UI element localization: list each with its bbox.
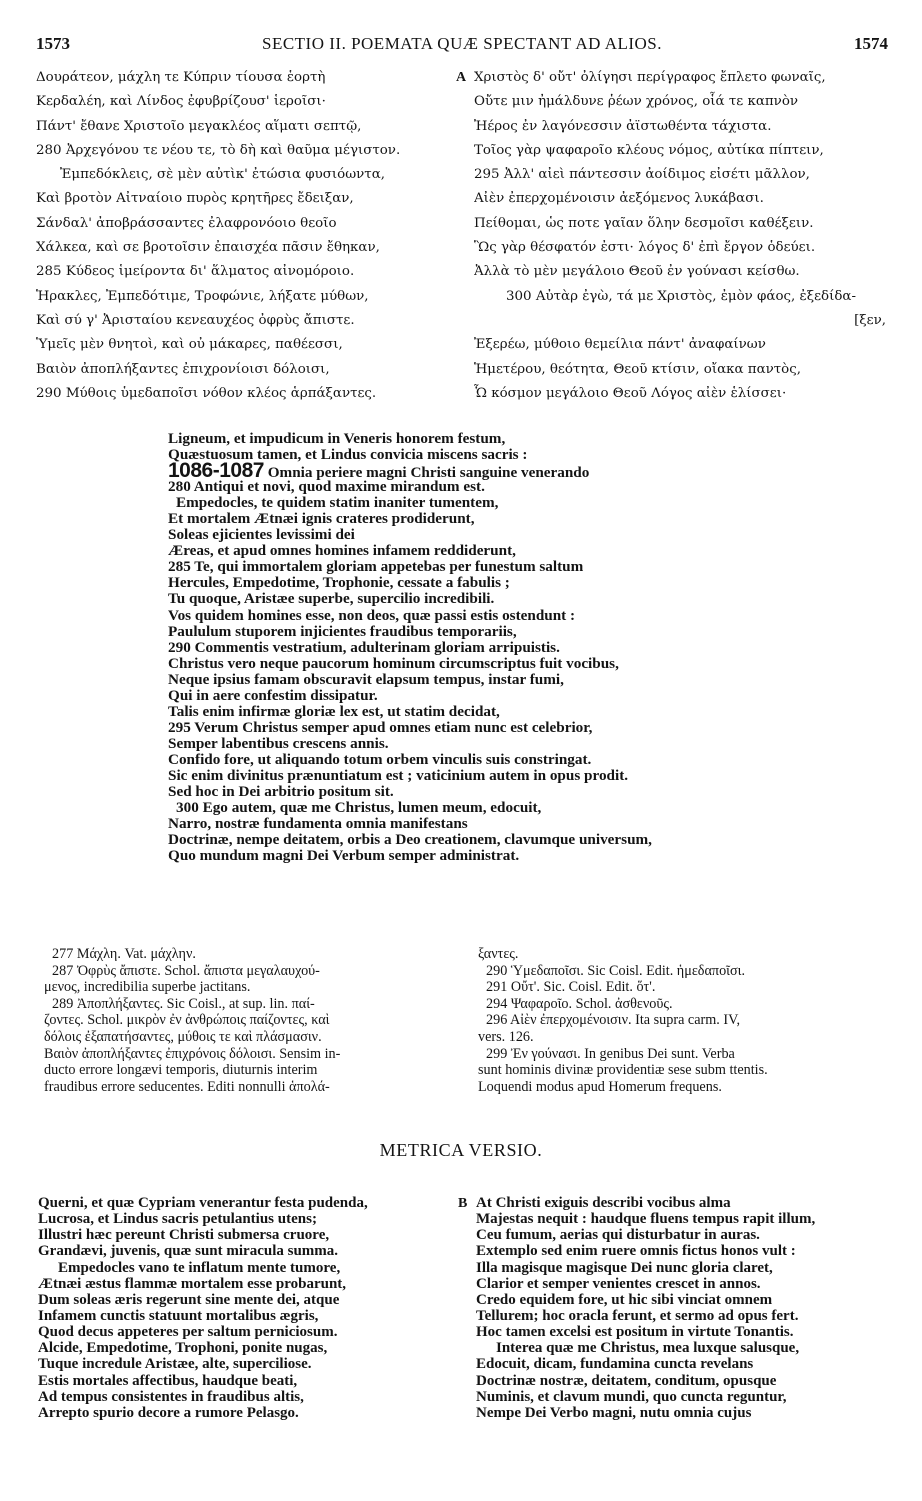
greek-line: Ὧ κόσμον μεγάλοιο Θεοῦ Λόγος αἰὲν ἑλίσσει· xyxy=(474,385,787,401)
greek-line: Ὣς γὰρ θέσφατόν ἐστι· λόγος δ' ἐπὶ ἔργον ὁδεύει. xyxy=(474,240,816,256)
page-number-right: 1574 xyxy=(854,34,888,53)
greek-line: Χάλκεα, καὶ σε βροτοῖσιν ἐπαισχέα πᾶσιν ἔθηκαν, xyxy=(36,240,380,256)
greek-line: Κερδαλέη, καὶ Λίνδος ἐφυβρίζουσ' ἱεροῖσι· xyxy=(36,94,326,110)
latin-line: Christus vero neque paucorum hominum circumscriptus fuit vocibus, xyxy=(168,654,619,672)
latin-line: Æreas, et apud omnes homines infamem reddiderunt, xyxy=(168,542,516,560)
latin-line: 285 Te, qui immortalem gloriam appetebas per funestum saltum xyxy=(168,558,584,576)
verse-line: Hoc tamen excelsi est positum in virtute Tonantis. xyxy=(476,1324,794,1341)
footnote-line: δόλοις ἐξαπατήσαντες, μύθοις τε καὶ πλάσμασιν. xyxy=(44,1028,322,1045)
greek-line: Δουράτεον, μάχλη τε Κύπριν τίουσα ἑορτὴ xyxy=(36,70,326,85)
footnote-line: 296 Αἰὲν ἐπερχομένοισιν. Ita supra carm. IV, xyxy=(486,1012,741,1029)
greek-text-right xyxy=(474,66,890,406)
verse-line: Estis mortales affectibus, haudque beati, xyxy=(38,1372,298,1389)
greek-line: Βαιὸν ἀποπλήξαντες ἐπιχρονίοισι δόλοισι, xyxy=(36,361,330,377)
verse-line: Infamem cunctis statuunt mortalibus ægris, xyxy=(38,1307,319,1324)
metrical-version-left xyxy=(38,1195,458,1421)
greek-line: Καὶ σύ γ' Ἀρισταίου κενεαυχέος ὀφρὺς ἄπιστε. xyxy=(36,312,355,328)
latin-line: Et mortalem Ætnæi ignis crateres prodiderunt, xyxy=(168,510,475,528)
latin-line: Doctrinæ, nempe deitatem, orbis a Deo creationem, clavumque universum, xyxy=(168,831,652,849)
verse-line: Quod decus appeteres per saltum perniciosum. xyxy=(38,1324,338,1341)
footnotes-left xyxy=(44,946,464,1095)
verse-line: Illa magisque magisque Dei nunc gloria claret, xyxy=(476,1259,773,1276)
footnotes-right xyxy=(478,946,890,1095)
verse-line: Empedocles vano te inflatum mente tumore, xyxy=(58,1259,341,1276)
greek-line: Σάνδαλ' ἀποβράσσαντες ἐλαφρονόοιο θεοῖο xyxy=(36,215,337,231)
greek-line: Καὶ βροτὸν Αἰτναίοιο πυρὸς κρητῆρες ἔδειξαν, xyxy=(36,191,354,207)
verse-line: Interea quæ me Christus, mea luxque salusque, xyxy=(496,1340,800,1357)
latin-line: Hercules, Empedotime, Trophonie, cessate a fabulis ; xyxy=(168,574,510,592)
latin-line: Soleas ejicientes levissimi dei xyxy=(168,526,355,544)
section-title: METRICA VERSIO. xyxy=(379,1140,543,1160)
greek-line: Χριστὸς δ' οὔτ' ὀλίγησι περίγραφος ἔπλετο φωναῖς, xyxy=(474,70,826,85)
latin-line xyxy=(168,459,818,483)
latin-line: Semper labentibus crescens annis. xyxy=(168,734,389,752)
footnote-line: ducto errore longævi temporis, diuturnis interim xyxy=(44,1062,318,1079)
footnote-line: 294 Ψαφαροῖο. Schol. ἀσθενοῦς. xyxy=(486,995,673,1012)
verse-line: Dum soleas æris regerunt sine mente dei, atque xyxy=(38,1291,340,1308)
footnote-line: 290 Ὑμεδαποῖσι. Sic Coisl. Edit. ἡμεδαποῖσι. xyxy=(486,962,745,979)
greek-line: 280 Ἀρχεγόνου τε νέου τε, τὸ δὴ καὶ θαῦμα μέγιστον. xyxy=(36,142,401,158)
verse-line: Illustri hæc pereunt Christi submersa cruore, xyxy=(38,1227,330,1244)
footnote-line: ζοντες. Schol. μικρὸν ἐν ἀνθρώποις παίζοντες, καὶ xyxy=(44,1012,330,1029)
latin-line: 290 Commentis vestratium, adulterinam gloriam arripuistis. xyxy=(168,638,560,656)
latin-line: Sed hoc in Dei arbitrio positum sit. xyxy=(168,783,394,801)
verse-line: Doctrinæ nostræ, deitatem, conditum, opusque xyxy=(476,1372,777,1389)
footnote-line: 289 Ἀποπλήξαντες. Sic Coisl., at sup. lin. παί- xyxy=(52,995,315,1012)
greek-line-continuation: [ξεν, xyxy=(854,312,886,328)
margin-letter-a: A xyxy=(456,70,467,85)
latin-line: Confido fore, ut aliquando totum orbem vinculis suis constringat. xyxy=(168,750,592,768)
verse-line: Lucrosa, et Lindus sacris petulantius utens; xyxy=(38,1211,317,1228)
verse-line: Clarior et semper venientes crescet in annos. xyxy=(476,1275,761,1292)
verse-line: At Christi exiguis describi vocibus alma xyxy=(476,1195,731,1211)
page-number-left: 1573 xyxy=(36,34,70,53)
metrical-version-right xyxy=(476,1195,894,1421)
verse-line: Grandævi, juvenis, quæ sunt miracula summa. xyxy=(38,1243,339,1260)
footnote-line: 287 Ὀφρὺς ἄπιστε. Schol. ἄπιστα μεγαλαυχού- xyxy=(52,962,320,979)
greek-line: Πάντ' ἔθανε Χριστοῖο μεγακλέος αἵματι σεπτῷ, xyxy=(36,118,362,134)
footnote-line: vers. 126. xyxy=(478,1028,534,1045)
verse-line: Nempe Dei Verbo magni, nutu omnia cujus xyxy=(476,1404,752,1421)
verse-line: Credo equidem fore, ut hic sibi vinciat omnem xyxy=(476,1291,773,1308)
verse-line: Ætnæi æstus flammæ mortalem esse probarunt, xyxy=(38,1275,347,1292)
latin-line: Quæstuosum tamen, et Lindus convicia miscens sacris : xyxy=(168,446,528,464)
verse-line: Edocuit, dicam, fundamina cuncta revelans xyxy=(476,1356,754,1373)
greek-line: Ἐμπεδόκλεις, σὲ μὲν αὐτὶκ' ἐτώσια φυσιόωντα, xyxy=(60,167,385,183)
margin-letter-b: B xyxy=(458,1196,468,1211)
latin-line: Sic enim divinitus prænuntiatum est ; vaticinium autem in opus prodit. xyxy=(168,766,629,784)
latin-line: Ligneum, et impudicum in Veneris honorem festum, xyxy=(168,430,506,447)
greek-line: 290 Μύθοις ὑμεδαποῖσι νόθον κλέος ἁρπάξαντες. xyxy=(36,385,377,401)
latin-line: Paululum stuporem injicientes fraudibus temporariis, xyxy=(168,622,517,640)
running-title: SECTIO II. POEMATA QUÆ SPECTANT AD ALIOS. xyxy=(262,34,662,53)
page-header xyxy=(36,34,888,60)
greek-line: 285 Κύδεος ἱμείροντα δι' ἅλματος αἰνομόροιο. xyxy=(36,264,355,280)
verse-line: Extemplo sed enim ruere omnis fictus honos vult : xyxy=(476,1243,796,1260)
latin-line: Quo mundum magni Dei Verbum semper administrat. xyxy=(168,847,520,865)
footnote-line: 299 Ἐν γούνασι. In genibus Dei sunt. Verba xyxy=(486,1045,735,1062)
footnote-line: 277 Μάχλη. Vat. μάχλην. xyxy=(52,946,196,962)
greek-line: Ἡμετέρου, θεότητα, Θεοῦ κτίσιν, οἴακα παντὸς, xyxy=(474,361,801,377)
greek-line: Ἡρακλες, Ἐμπεδότιμε, Τροφώνιε, λήξατε μύθων, xyxy=(36,288,369,304)
latin-line: Vos quidem homines esse, non deos, quæ passi estis ostendunt : xyxy=(168,606,576,624)
verse-line: Ceu fumum, aerias qui disturbatur in auras. xyxy=(476,1227,760,1244)
greek-line: 295 Ἀλλ' αἰεὶ πάντεσσιν ἀοίδιμος εἰσέτι μᾶλλον, xyxy=(474,167,810,183)
verse-line: Ad tempus consistentes in fraudibus altis, xyxy=(38,1388,304,1405)
greek-line: Ἀλλὰ τὸ μὲν μεγάλοιο Θεοῦ ἐν γούνασι κείσθω. xyxy=(474,264,800,280)
greek-line: Αἰὲν ἐπερχομένοισιν ἀεξόμενος λυκάβασι. xyxy=(474,191,764,207)
greek-line: Πείθομαι, ὡς ποτε γαῖαν ὅλην δεσμοῖσι καθέξειν. xyxy=(474,215,814,231)
latin-translation xyxy=(168,431,818,864)
greek-line: Οὔτε μιν ἠμάλδυνε ῥέων χρόνος, οἷά τε καπνὸν xyxy=(474,94,799,110)
verse-line: Alcide, Empedotime, Trophoni, ponite nugas, xyxy=(38,1340,328,1357)
latin-line: 295 Verum Christus semper apud omnes etiam nunc est celebrior, xyxy=(168,718,593,736)
verse-line: Tellurem; hoc oracla ferunt, et sermo ad opus fert. xyxy=(476,1307,799,1324)
footnote-line: 291 Οὔτ'. Sic. Coisl. Edit. ὅτ'. xyxy=(486,979,656,996)
verse-line: Majestas nequit : haudque fluens tempus rapit illum, xyxy=(476,1211,816,1228)
greek-line: Ἠέρος ἐν λαγόνεσσιν ἀϊστωθέντα τάχιστα. xyxy=(474,118,772,134)
verse-line: Arrepto spurio decore a rumore Pelasgo. xyxy=(38,1404,299,1421)
latin-line: Talis enim infirmæ gloriæ lex est, ut statim decidat, xyxy=(168,702,500,720)
verse-line: Querni, et quæ Cypriam venerantur festa pudenda, xyxy=(38,1195,368,1211)
footnote-line: Βαιὸν ἀποπλήξαντες ἐπιχρόνοις δόλοισι. Sensim in- xyxy=(44,1045,341,1062)
verse-line: Numinis, et clavum mundi, quo cuncta reguntur, xyxy=(476,1388,787,1405)
latin-line-text: Omnia periere magni Christi sanguine venerando xyxy=(267,464,590,482)
greek-line: Τοῖος γὰρ ψαφαροῖο κλέους νόμος, αὐτίκα πίπτειν, xyxy=(474,142,824,158)
footnote-line: fraudibus errore seducentes. Editi nonnulli ἁπολά- xyxy=(44,1078,330,1095)
latin-line: Empedocles, te quidem statim inaniter tumentem, xyxy=(176,494,499,512)
verse-line: Tuque incredule Aristæe, alte, superciliose. xyxy=(38,1356,312,1373)
latin-line: Neque ipsius famam obscuravit elapsum tempus, instar fumi, xyxy=(168,670,564,688)
footnote-line: ξαντες. xyxy=(478,946,519,962)
greek-line: Ὑμεῖς μὲν θνητοὶ, καὶ οὐ μάκαρες, παθέεσσι, xyxy=(36,337,343,353)
latin-line: 300 Ego autem, quæ me Christus, lumen meum, edocuit, xyxy=(176,799,542,817)
footnote-line: μενος, incredibilia superbe jactitans. xyxy=(44,979,251,996)
greek-line: 300 Αὐτὰρ ἐγὼ, τά με Χριστὸς, ἐμὸν φάος, ἐξεδίδα- xyxy=(506,288,856,304)
greek-line: Ἐξερέω, μύθοιο θεμείλια πάντ' ἀναφαίνων xyxy=(474,337,766,353)
footnote-line: Loquendi modus apud Homerum frequens. xyxy=(478,1078,722,1095)
latin-line: Narro, nostræ fundamenta omnia manifestans xyxy=(168,815,468,833)
latin-line: Qui in aere confestim dissipatur. xyxy=(168,686,378,704)
latin-line: 280 Antiqui et novi, quod maxime mirandum est. xyxy=(168,478,485,496)
latin-line: Tu quoque, Aristæe superbe, supercilio incredibili. xyxy=(168,590,495,608)
footnote-line: sunt hominis divinæ providentiæ sese subm ttentis. xyxy=(478,1062,768,1079)
column-number: 1086-1087 xyxy=(168,459,264,483)
greek-text-left xyxy=(36,66,454,406)
